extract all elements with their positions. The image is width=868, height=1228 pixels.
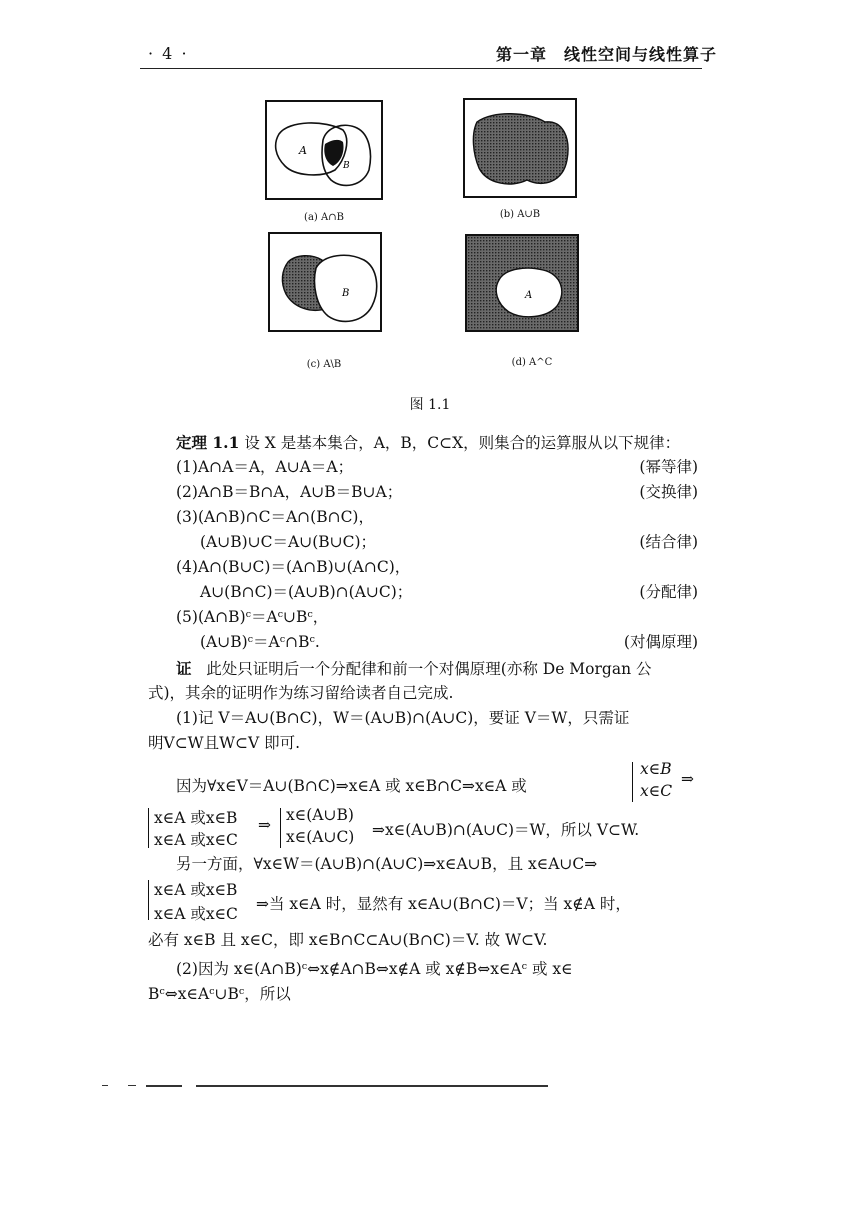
law-2-text: (2)A∩B＝B∩A，A∪B＝B∪A； xyxy=(176,483,403,501)
proof-block xyxy=(148,656,700,756)
law-4b xyxy=(148,580,700,605)
law-5b-text: (A∪B)ᶜ＝Aᶜ∩Bᶜ. xyxy=(200,633,320,651)
proof-p1b: 式)，其余的证明作为练习留给读者自己完成. xyxy=(148,684,454,702)
label-b-c: B xyxy=(342,288,350,299)
brace-left-3 xyxy=(280,808,285,848)
law-1-text: (1)A∩A＝A，A∪A＝A； xyxy=(176,458,354,476)
bottom-scan-rule xyxy=(196,1085,548,1087)
proof-line-4 xyxy=(148,731,700,756)
brace-left-4 xyxy=(148,880,153,920)
brace-1-bottom: x∈C xyxy=(640,782,673,800)
proof-line-3 xyxy=(148,706,700,731)
proof-p5a: 另一方面，∀x∈W＝(A∪B)∩(A∪C)⇒x∈A∪B，且 x∈A∪C⇒ xyxy=(176,855,598,873)
label-a-d: A xyxy=(525,290,533,301)
proof-line-2 xyxy=(148,681,700,706)
theorem-head: 定理 1.1 xyxy=(176,433,240,452)
proof-p4-tail: ⇒x∈(A∪B)∩(A∪C)＝W，所以 V⊂W. xyxy=(372,821,640,839)
proof-line-6 xyxy=(148,806,704,852)
figure-b-union xyxy=(463,98,577,198)
proof-head: 证 xyxy=(176,659,192,678)
bottom-scan-dash-3 xyxy=(102,1085,108,1086)
figure-d-complement xyxy=(465,234,579,332)
proof-tail-block xyxy=(148,928,700,1007)
label-a: A xyxy=(299,144,307,157)
law-2 xyxy=(148,480,700,505)
proof-p1a: 此处只证明后一个分配律和前一个对偶原理(亦称 De Morgan 公 xyxy=(206,660,652,678)
law-5a xyxy=(148,605,700,630)
brace-left-2 xyxy=(148,808,153,848)
proof-p3a: 因为∀x∈V＝A∪(B∩C)⇒x∈A 或 x∈B∩C⇒x∈A 或 xyxy=(176,777,527,795)
brace-left-1 xyxy=(632,762,637,802)
law-5a-text: (5)(A∩B)ᶜ＝Aᶜ∪Bᶜ， xyxy=(176,608,329,626)
proof-p2a: (1)记 V＝A∪(B∩C)，W＝(A∪B)∩(A∪C)，要证 V＝W，只需证 xyxy=(176,709,630,727)
proof-p7: 必有 x∈B 且 x∈C，即 x∈B∩C⊂A∪(B∩C)＝V. 故 W⊂V. xyxy=(148,931,548,949)
proof-p8b: Bᶜ⇔x∈Aᶜ∪Bᶜ，所以 xyxy=(148,985,291,1003)
brace-2-top: x∈A 或x∈B xyxy=(154,809,238,827)
bottom-scan-dash-1 xyxy=(128,1085,136,1086)
figure-c-difference xyxy=(268,232,382,332)
law-4a-text: (4)A∩(B∪C)＝(A∩B)∪(A∩C)， xyxy=(176,558,411,576)
brace-2-arrow: ⇒ xyxy=(258,816,271,834)
brace-3-bottom: x∈(A∪C) xyxy=(286,828,355,846)
law-1 xyxy=(148,455,700,480)
proof-line-8 xyxy=(148,878,704,924)
proof-p8a: (2)因为 x∈(A∩B)ᶜ⇔x∉A∩B⇔x∉A 或 x∉B⇔x∈Aᶜ 或 x∈ xyxy=(176,960,573,978)
proof-line-1 xyxy=(148,656,700,681)
law-1-name: (幂等律) xyxy=(639,458,698,476)
law-2-name: (交换律) xyxy=(639,483,698,501)
law-3b-text: (A∪B)∪C＝A∪(B∪C)； xyxy=(200,533,377,551)
brace-4-bottom: x∈A 或x∈C xyxy=(154,905,238,923)
law-5-name: (对偶原理) xyxy=(623,633,698,651)
figure-title: 图 1.1 xyxy=(409,397,451,413)
theorem-block xyxy=(148,430,700,655)
proof-line-5 xyxy=(176,762,706,806)
caption-d: (d) A^C xyxy=(511,357,553,368)
caption-c: (c) A\B xyxy=(306,359,342,370)
proof-p6-tail: ⇒当 x∈A 时，显然有 x∈A∪(B∩C)＝V；当 x∉A 时， xyxy=(256,895,631,913)
running-title: 第一章 线性空间与线性算子 xyxy=(496,45,718,64)
theorem-intro-text: 设 X 是基本集合，A，B，C⊂X，则集合的运算服从以下规律： xyxy=(244,434,681,452)
caption-a: (a) A∩B xyxy=(304,212,344,223)
law-3b xyxy=(148,530,700,555)
proof-line-7 xyxy=(148,852,700,877)
proof-p2b: 明V⊂W且W⊂V 即可. xyxy=(148,734,301,752)
page-number: · 4 · xyxy=(148,44,189,63)
brace-3-top: x∈(A∪B) xyxy=(286,806,354,824)
bottom-scan-dash-2 xyxy=(146,1085,182,1087)
brace-1-top: x∈B xyxy=(640,760,672,778)
law-5b xyxy=(148,630,700,655)
brace-4-top: x∈A 或x∈B xyxy=(154,881,238,899)
law-3a xyxy=(148,505,700,530)
law-4-name: (分配律) xyxy=(639,583,698,601)
law-4b-text: A∪(B∩C)＝(A∪B)∩(A∪C)； xyxy=(200,583,413,601)
law-3a-text: (3)(A∩B)∩C＝A∩(B∩C)， xyxy=(176,508,374,526)
theorem-intro xyxy=(148,430,700,455)
brace-1-arrow: ⇒ xyxy=(681,770,694,788)
caption-b: (b) A∪B xyxy=(499,209,541,220)
brace-2-bottom: x∈A 或x∈C xyxy=(154,831,238,849)
law-4a xyxy=(148,555,700,580)
figure-a-intersection xyxy=(265,100,383,200)
label-b: B xyxy=(343,161,350,171)
law-3-name: (结合律) xyxy=(639,533,698,551)
header-rule xyxy=(140,68,702,69)
